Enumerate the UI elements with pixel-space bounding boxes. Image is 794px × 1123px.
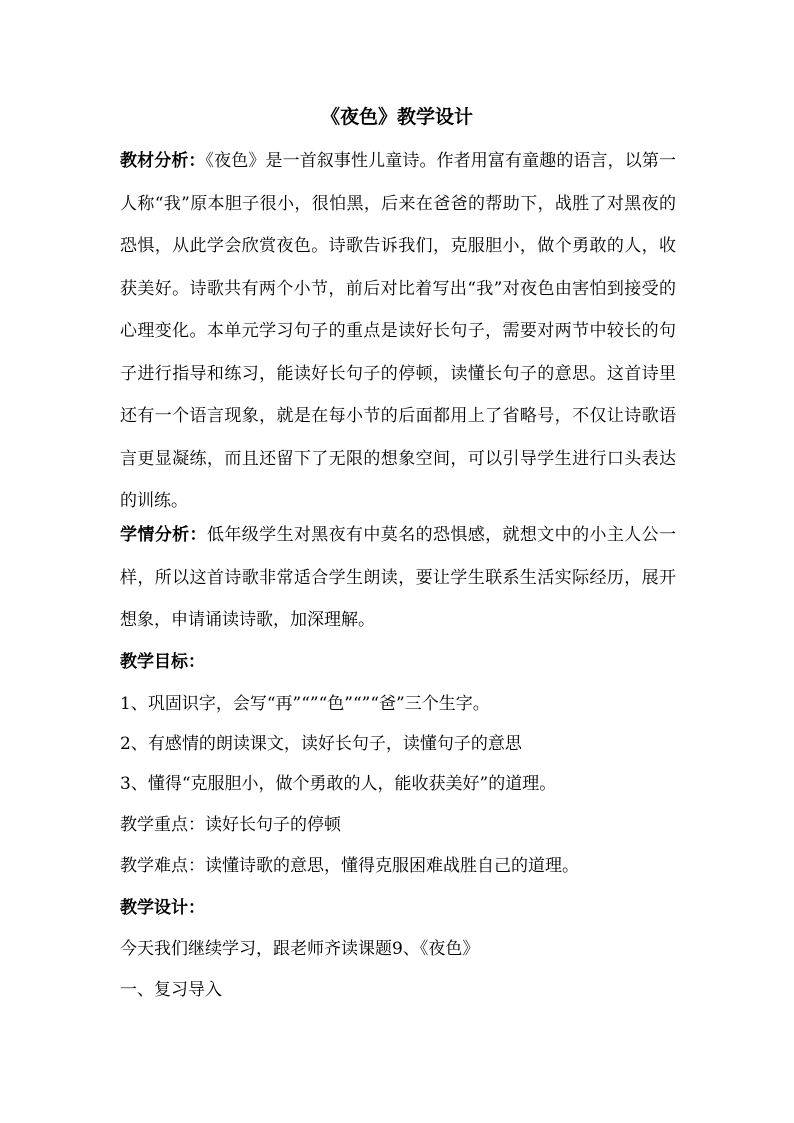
- objective-item: 2、有感情的朗读课文，读好长句子，读懂句子的意思: [120, 734, 522, 754]
- intro-line: 今天我们继续学习，跟老师齐读课题9、《夜色》: [120, 939, 480, 959]
- key-point-line: 教学重点：读好长句子的停顿: [120, 815, 341, 835]
- learner-analysis-label: 学情分析：: [120, 525, 207, 545]
- textbook-analysis-text: 《夜色》是一首叙事性儿童诗。作者用富有童趣的语言，以第一人称“我”原本胆子很小，很怕黑，后来在爸爸的帮助下，战胜了对黑夜的恐惧，从此学会欣赏夜色。诗歌告诉我们，克服胆小，做个勇敢的人，收获美好。诗歌共有两个小节，前后对比着写出“我”对夜色由害怕到接受的心理变化。本单元学习句子的重点是读好长句子，需要对两节中较长的句子进行指导和练习，能读好长句子的停顿，读懂长句子的意思。这首诗里还有一个语言现象，就是在每小节的后面都用上了省略号，不仅让诗歌语言更显凝练，而且还留下了无限的想象空间，可以引导学生进行口头表达的训练。: [120, 151, 676, 511]
- difficulty-line: 教学难点：读懂诗歌的意思，懂得克服困难战胜自己的道理。: [120, 856, 579, 876]
- document-title: 《夜色》教学设计: [320, 106, 473, 128]
- section-heading-review: 一、复习导入: [120, 980, 222, 1000]
- learner-analysis-text: 低年级学生对黑夜有中莫名的恐惧感，就想文中的小主人公一样，所以这首诗歌非常适合学生朗读，要让学生联系生活实际经历，展开想象，申请诵读诗歌，加深理解。: [120, 525, 677, 630]
- objective-item: 3、懂得“克服胆小，做个勇敢的人，能收获美好”的道理。: [120, 774, 557, 794]
- objective-item: 1、巩固识字，会写“再”“”“色”“”“爸”三个生字。: [120, 694, 490, 714]
- teaching-design-heading: 教学设计：: [120, 898, 205, 918]
- objectives-heading: 教学目标：: [120, 652, 205, 672]
- textbook-analysis-label: 教材分析：: [120, 151, 206, 171]
- learner-analysis-paragraph: [120, 514, 676, 642]
- textbook-analysis-paragraph: [120, 140, 676, 523]
